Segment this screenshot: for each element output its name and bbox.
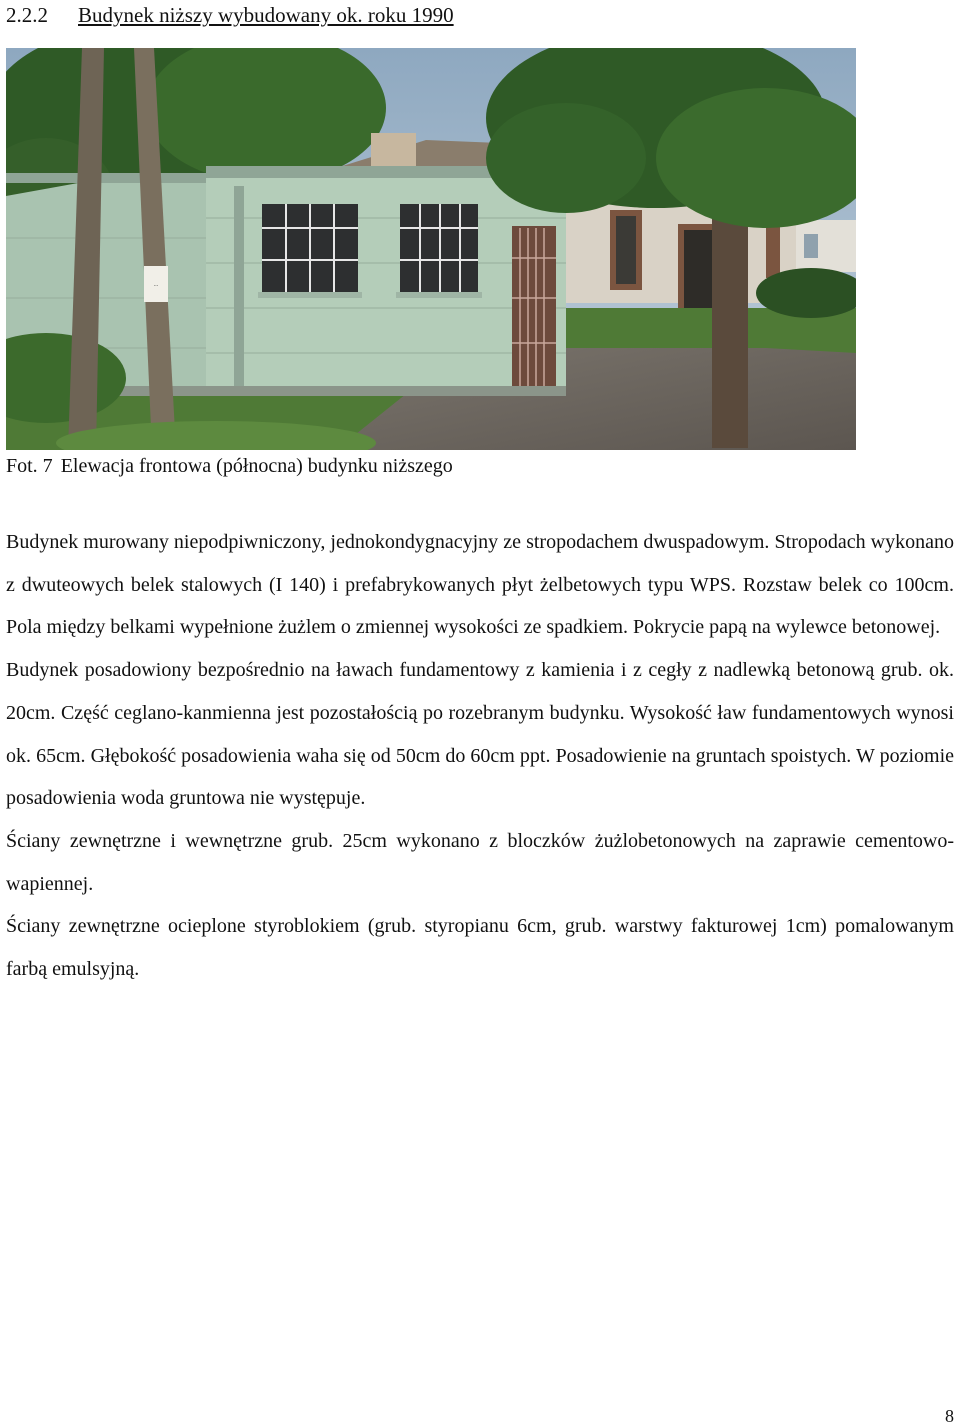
drainpipe	[234, 186, 244, 386]
body-text	[6, 521, 954, 991]
window	[396, 204, 482, 298]
caption-text: Elewacja frontowa (północna) budynku niższego	[60, 455, 453, 477]
section-number: 2.2.2	[6, 3, 48, 27]
window	[258, 204, 362, 298]
figure-caption	[6, 453, 453, 479]
building-photo	[6, 48, 856, 450]
paragraph-insulation: Ściany zewnętrzne ocieplone styroblokiem (grub. styropianu 6cm, grub. warstwy fakturowej 1cm) pomalowanym farbą emulsyjną.	[6, 915, 954, 981]
section-heading	[6, 2, 454, 28]
notice-sign-text: ...	[153, 282, 159, 288]
page-number: 8	[945, 1406, 954, 1426]
paragraph-construction: Budynek murowany niepodpiwniczony, jednokondygnacyjny ze stropodachem dwuspadowym. Stropodach wykonano z dwuteowych belek stalowych (I 140) i prefabrykowanych płyt żelbetowych typu WPS. Rozstaw belek co 100cm. Pola między belkami wypełnione żużlem o zmiennej wysokości ze spadkiem. Pokrycie papą na wylewce betonowej.	[6, 531, 954, 639]
building-photo-illustration	[6, 48, 856, 450]
window	[766, 223, 780, 278]
paragraph-walls: Ściany zewnętrzne i wewnętrzne grub. 25cm wykonano z bloczków żużlobetonowych na zaprawie cementowo-wapiennej.	[6, 829, 954, 895]
door	[512, 226, 556, 390]
paragraph-foundation: Budynek posadowiony bezpośrednio na ławach fundamentowy z kamienia i z cegły z nadlewką betonową grub. ok. 20cm. Część ceglano-kanmienna jest pozostałością po rozebranym budynku. Wysokość ław fundamentowych wynosi ok. 65cm. Głębokość posadowienia waha się od 50cm do 60cm ppt. Posadowienie na gruntach spoistych. W poziomie posadowienia woda gruntowa nie występuje.	[6, 659, 954, 810]
caption-label: Fot. 7	[6, 455, 53, 477]
section-title: Budynek niższy wybudowany ok. roku 1990	[78, 3, 454, 27]
